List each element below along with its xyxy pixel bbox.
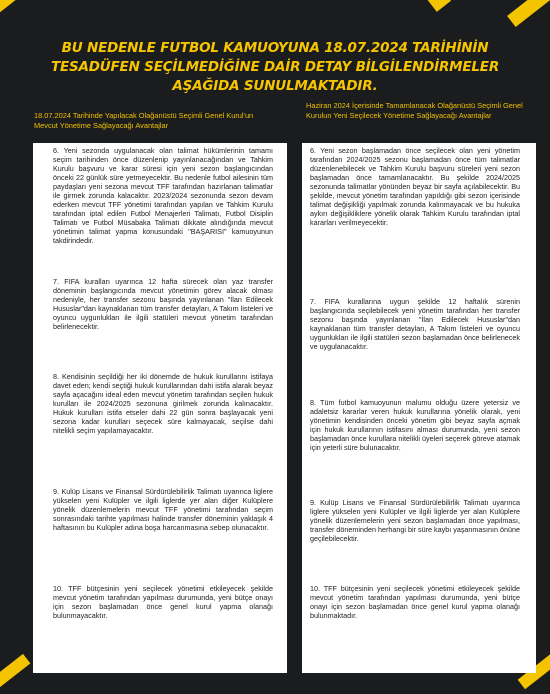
corner-stripe-decoration bbox=[427, 0, 451, 12]
left-item-7: 7. FIFA kuralları uyarınca 12 hafta sürecek olan yaz transfer döneminin başlangıcında mevcut yönetimin görev alacak olması nedeniyle, her transfer sezonu başında yayınlanan "İlan Edilecek Hususlar"dan kaynaklanan tüm transfer detayları, A Takım listeleri ve oyuncu uygunlukları ile ilgili statüleri mevcut yönetim tarafından belirlenecektir. bbox=[53, 277, 273, 331]
right-item-7: 7. FIFA kurallarına uygun şekilde 12 haftalık sürenin başlangıcında seçilebilecek yeni yönetim tarafından her transfer sezonu başında yayınlanan "İlan Edilecek Hususlar"dan kaynaklanan tüm transfer detayları, A Takım listeleri ve oyuncu uygunlukları ile ilgili statüleri sezon başlamadan önce belirlenecek ve uygulanacaktır. bbox=[310, 297, 520, 351]
left-column-title: 18.07.2024 Tarihinde Yapılacak Olağanüstü Seçimli Genel Kurul'un Mevcut Yönetime Sağlayacağı Avantajlar bbox=[34, 111, 254, 130]
right-item-8: 8. Tüm futbol kamuoyunun malumu olduğu üzere yetersiz ve adaletsiz kararlar veren hukuk kurullarına yönelik olarak, yeni yönetimin kendisinden önceki yönetim gibi beyaz sayfa açmak için hukuk kurullarının istifasını alması durumunda, yeni sezon başlamadan önce kurullara nitelikli üyeleri seçerek göreve atamak için yeterli süre bulunacaktır. bbox=[310, 398, 520, 452]
left-item-6: 6. Yeni sezonda uygulanacak olan talimat hükümlerinin tamamı seçim tarihinden önce düzenlenip yayınlanacağından ve Tahkim Kurulu başvuru ve karar süresi için yeni sezon başlangıcından önceki 22 günlük süre yetmeyecektir. Bu nedenle futbol ailesinin tüm paydaşları yeni sezona mevcut TFF tarafından hazırlanan talimatlar ile girmek zorunda kalacaktır. 2023/2024 sezonunda sezon devam ederken mevcut TFF yönetimi tarafından yapılan ve Tahkim Kurulu tarafından iptal edilen Futbol Menajerleri Talimatı, Futbol Disiplin Talimatı ve Futbol Müsabaka Talimatı dikkate alındığında mevcut yönetimin talimat yapma konusundaki "BAŞARISI" kamuoyunun takdirindedir. bbox=[53, 146, 273, 245]
right-item-10: 10. TFF bütçesinin yeni seçilecek yönetimi etkileyecek şekilde mevcut yönetim tarafından yapılması durumunda, yeni bütçe onayı için sezon başlamadan önce genel kurul yapma olanağı bulunmaktadır. bbox=[310, 584, 520, 620]
left-column-panel bbox=[33, 143, 287, 673]
right-column-panel bbox=[302, 143, 536, 673]
corner-stripe-decoration bbox=[0, 0, 25, 21]
right-item-6: 6. Yeni sezon başlamadan önce seçilecek olan yeni yönetim tarafından 2024/2025 sezonu başlamadan önce tüm talimatlar düzenlenebilecek ve Tahkim Kurulu başvuru süreleri yeni sezon başlamadan önce tamamlanacaktır. Bu şekilde 2024/2025 sezonunda talimatlar yönünden beyaz bir sayfa açılabilecektir. Bu şekilde, mevcut yönetim tarafından yapıldığı gibi sezon içerisinde talimat değişikliği yapılmak zorunda kalınmayacak ve bu hukuka aykırı değişikliklere yönelik olarak Tahkim Kurulu tarafından iptal kararları verilmeyecektir. bbox=[310, 146, 520, 227]
page-header bbox=[20, 39, 530, 96]
header-line-1: BU NEDENLE FUTBOL KAMUOYUNA 18.07.2024 TARİHİNİN bbox=[61, 40, 489, 56]
header-line-2: TESADÜFEN SEÇİLMEDİĞİNE DAİR DETAY BİLGİLENDİRMELER AŞAĞIDA SUNULMAKTADIR. bbox=[50, 59, 500, 94]
left-item-9: 9. Kulüp Lisans ve Finansal Sürdürülebilirlik Talimatı uyarınca liglere yükselen yeni Kulüpler ve ilgili liglerde yer alan diğer Kulüplere yönelik düzenlemelerin mevcut TFF yönetimi tarafından seçim sonrasındaki tarihte yapılması halinde transfer döneminin yaklaşık 4 haftasının bu Kulüpler adına boşa harcanmasına sebep olunacaktır. bbox=[53, 487, 273, 532]
left-item-8: 8. Kendisinin seçildiği her iki dönemde de hukuk kurullarını istifaya davet eden; kendi seçtiği hukuk kurullarından dahi istifa alarak beyaz sayfa açacağını ideal eden mevcut yönetim tarafından seçilen hukuk kurulları ile 2024/2025 sezonuna girilmek zorunda kalınacaktır. Hukuk kurulları istifa etseler dahi 22 gün sonra başlayacak yeni sezona kadar kurulları seçecek süre kalmayacak, seçilse dahi nitelikli seçim yapılamayacaktır. bbox=[53, 372, 273, 435]
left-item-10: 10. TFF bütçesinin yeni seçilecek yönetimi etkileyecek şekilde mevcut yönetim tarafından yapılması durumunda, yeni bütçe onayı için sezon başlamadan önce genel kurul yapma olanağı bulunmayacaktır. bbox=[53, 584, 273, 620]
corner-stripe-decoration bbox=[507, 0, 550, 27]
right-item-9: 9. Kulüp Lisans ve Finansal Sürdürülebilirlik Talimatı uyarınca liglere yükselen yeni Kulüpler ve ilgili liglerde yer alan Kulüplere yönelik düzenlemelerin yeni sezon başlamadan önce yapılması, transfer döneminden herhangi bir süre kaybı yaşanmasının önüne geçilebilecektir. bbox=[310, 498, 520, 543]
right-column-title: Haziran 2024 İçerisinde Tamamlanacak Olağanüstü Seçimli Genel Kurulun Yeni Seçilecek Yönetime Sağlayacağı Avantajlar bbox=[306, 101, 523, 120]
